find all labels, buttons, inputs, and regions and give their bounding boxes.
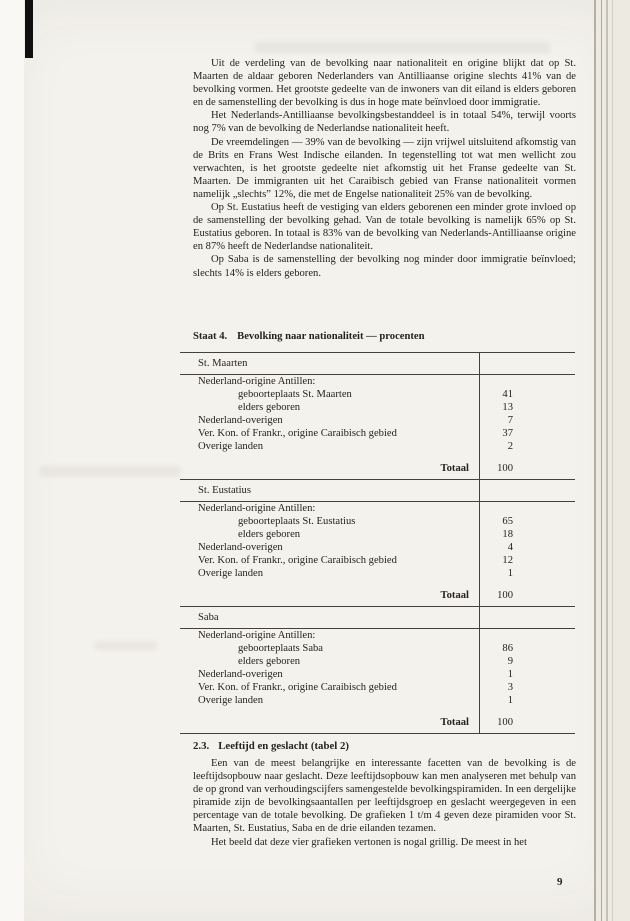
row-value: 1 (507, 695, 513, 706)
row-value: 86 (502, 643, 513, 654)
table-row (180, 502, 575, 515)
total-label: Totaal (180, 453, 480, 479)
section-heading-text: Leeftijd en geslacht (tabel 2) (218, 740, 349, 752)
row-label: Overige landen (180, 694, 480, 707)
row-label: geboorteplaats St. Maarten (180, 388, 480, 401)
intro-text-block (193, 57, 576, 280)
page-edge-line (601, 0, 602, 921)
outro-text-block (193, 757, 576, 849)
row-value: 18 (502, 529, 513, 540)
table-row (180, 528, 575, 541)
row-label: elders geboren (180, 528, 480, 541)
row-value: 12 (502, 555, 513, 566)
show-through-artifact (95, 641, 157, 650)
table-row (180, 375, 575, 388)
row-value: 13 (502, 402, 513, 413)
table-section-header (180, 607, 575, 629)
table-row (180, 642, 575, 655)
table-total-row (180, 707, 575, 734)
table-section-header (180, 353, 575, 375)
total-label: Totaal (180, 580, 480, 606)
binding-mark (25, 0, 33, 58)
section-name: St. Eustatius (198, 485, 251, 496)
body-paragraph: Het beeld dat deze vier grafieken vertonen is nogal grillig. De meest in het (211, 836, 527, 848)
page-edge-line (612, 0, 613, 921)
row-label: geboorteplaats Saba (180, 642, 480, 655)
row-label: Nederland-overigen (180, 414, 480, 427)
row-label: Nederland-origine Antillen: (180, 375, 480, 388)
row-label: Overige landen (180, 567, 480, 580)
show-through-artifact (40, 466, 180, 477)
table-total-row (180, 580, 575, 607)
table-row (180, 401, 575, 414)
scan-left-margin (0, 0, 24, 921)
row-label: Nederland-overigen (180, 668, 480, 681)
body-paragraph: Op Saba is de samenstelling der bevolking nog minder door immigratie beïnvloed; slechts 14% is elders geboren. (193, 254, 576, 279)
table-row (180, 629, 575, 642)
row-label: elders geboren (180, 401, 480, 414)
table-row (180, 681, 575, 694)
nationality-table (180, 352, 575, 734)
table-row (180, 655, 575, 668)
page-edge-line (606, 0, 608, 921)
body-paragraph: Uit de verdeling van de bevolking naar nationaliteit en origine blijkt dat op St. Maarten de aldaar geboren Nederlanders van Antilliaanse origine slechts 41% van de bevolking vormen. Het grootste gedeelte van de inwoners van dit eiland is elders geboren en de samenstelling der bevolking is dus in hoge mate beïnvloed door immigratie. (193, 58, 576, 109)
total-value: 100 (497, 717, 513, 728)
row-value: 41 (502, 389, 513, 400)
table-row (180, 694, 575, 707)
row-label: Ver. Kon. of Frankr., origine Caraibisch gebied (180, 681, 480, 694)
row-value: 9 (507, 656, 513, 667)
body-paragraph: Het Nederlands-Antilliaanse bevolkingsbestanddeel is in totaal 54%, terwijl voorts nog 7% van de bevolking de Nederlandse nationaliteit heeft. (193, 110, 576, 135)
table-row (180, 414, 575, 427)
body-paragraph: Een van de meest belangrijke en interessante facetten van de bevolking is de leeftijdsopbouw naar geslacht. Deze leeftijdsopbouw kan men analyseren met behulp van de op grond van verhoudingscijfers samengestelde bevolkingspiramiden. In een dergelijke piramide zijn de bevolkingsaantallen per leeftijdsgroep en geslacht weergegeven in een percentage van de totale bevolking. De grafieken 1 t/m 4 geven deze piramiden voor St. Maarten, St. Eustatius, Saba en de drie eilanden tezamen. (193, 758, 576, 835)
row-label: Overige landen (180, 440, 480, 453)
table-row (180, 554, 575, 567)
section-number: 2.3. (193, 740, 210, 752)
table-title-text: Bevolking naar nationaliteit — procenten (237, 331, 425, 342)
row-value: 37 (502, 428, 513, 439)
table-row (180, 541, 575, 554)
total-label: Totaal (180, 707, 480, 733)
table-title-label: Staat 4. (193, 331, 228, 342)
row-value: 2 (507, 441, 513, 452)
table-total-row (180, 453, 575, 480)
total-value: 100 (497, 590, 513, 601)
table-row (180, 427, 575, 440)
body-paragraph: De vreemdelingen — 39% van de bevolking — zijn vrijwel uitsluitend afkomstig van de Brits en Frans West Indische eilanden. In tegenstelling tot wat men wellicht zou verwachten, is het grootste gedeelte niet afkomstig uit het Franse gedeelte van St. Maarten. De immigranten uit het Caraibisch gebied van Franse nationaliteit vormen namelijk „slechts” 12%, die met de Engelse nationaliteit 25% van de bevolking. (193, 136, 576, 200)
row-label: Nederland-origine Antillen: (180, 502, 480, 515)
page-edge-line (594, 0, 596, 921)
show-through-artifact (255, 42, 550, 53)
table-row (180, 515, 575, 528)
page-number: 9 (557, 876, 563, 888)
row-value (480, 502, 575, 515)
row-value (480, 629, 575, 642)
row-value: 1 (507, 568, 513, 579)
row-value: 7 (507, 415, 513, 426)
row-label: Nederland-origine Antillen: (180, 629, 480, 642)
table-row (180, 668, 575, 681)
row-value: 3 (507, 682, 513, 693)
row-label: elders geboren (180, 655, 480, 668)
table-row (180, 440, 575, 453)
section-name: St. Maarten (198, 358, 248, 369)
table-title (193, 331, 425, 342)
row-value: 4 (507, 542, 513, 553)
row-value: 1 (507, 669, 513, 680)
section-name: Saba (198, 612, 219, 623)
row-value: 65 (502, 516, 513, 527)
row-label: geboorteplaats St. Eustatius (180, 515, 480, 528)
table-row (180, 567, 575, 580)
total-value: 100 (497, 463, 513, 474)
row-label: Ver. Kon. of Frankr., origine Caraibisch gebied (180, 427, 480, 440)
row-label: Ver. Kon. of Frankr., origine Caraibisch gebied (180, 554, 480, 567)
section-heading (193, 740, 349, 752)
table-row (180, 388, 575, 401)
table-section-header (180, 480, 575, 502)
row-label: Nederland-overigen (180, 541, 480, 554)
body-paragraph: Op St. Eustatius heeft de vestiging van elders geborenen een minder grote invloed op de samenstelling der bevolking gehad. Van de totale bevolking is namelijk 65% op St. Eustatius geboren. In totaal is 83% van de bevolking van Nederlands-Antilliaanse origine en 87% heeft de Nederlandse nationaliteit. (193, 202, 576, 253)
row-value (480, 375, 575, 388)
